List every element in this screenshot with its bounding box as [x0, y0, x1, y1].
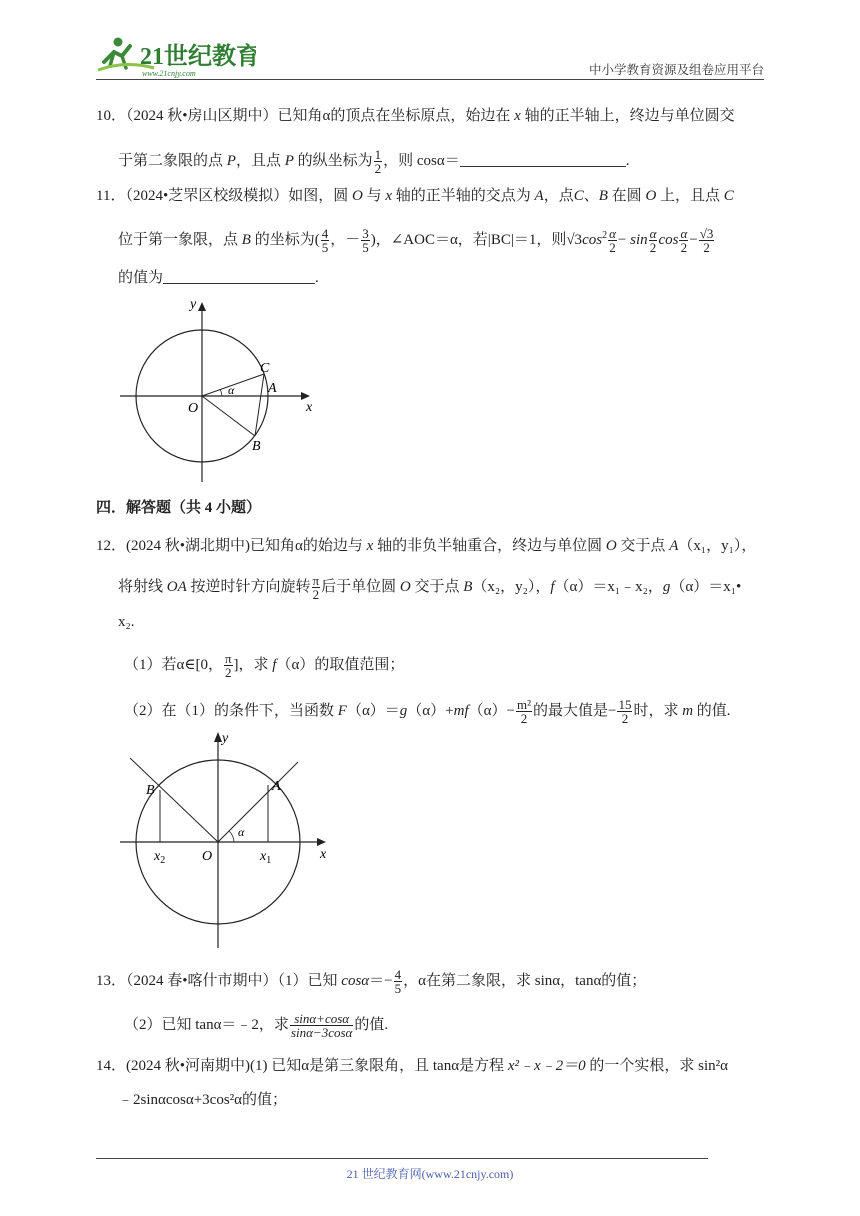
- q12-line1: 12．(2024 秋•湖北期中)已知角α的始边与 x 轴的非负半轴重合，终边与单位圆 O 交于点 A（x₁，y₁），: [96, 538, 757, 554]
- footer-divider: [96, 1158, 708, 1159]
- fig2-label-x2: $x_2$: [154, 849, 166, 866]
- figure-unit-circle-1: [110, 296, 330, 488]
- q12-part2: （2）在（1）的条件下，当函数 F（α）＝g（α）+mf（α）− $\frac{\text{m²}}{2}$ 的最大值是− $\frac{15}{2}$ 时，求 m 的值.: [124, 697, 731, 726]
- fig1-label-x: x: [306, 400, 313, 415]
- fig2-label-y: y: [222, 731, 229, 746]
- q11-line2: 位于第一象限，点 B 的坐标为( $\frac{4}{5}$ ，－ $\frac{3}{5}$ )，∠AOC＝α，若|BC|＝1，则$√3\cos^2$ $\frac{\alpha}{2}$ − sin $\frac{\alpha}{2}$ cos $\frac{\alpha}{2}$ − $\frac{√3}{2}$: [118, 226, 714, 256]
- fig2-label-x: x: [320, 847, 327, 862]
- q14-line2: ﹣2sinαcosα+3cos²α的值；: [118, 1092, 288, 1108]
- site-logo: [96, 34, 256, 78]
- q14-line1: 14．(2024 秋•河南期中)(1) 已知α是第三象限角，且 tanα是方程 x²﹣x﹣2＝0 的一个实根，求 sin²α: [96, 1058, 729, 1074]
- site-title: 中小学教育资源及组卷应用平台: [588, 62, 764, 77]
- fig1-label-c: C: [260, 361, 270, 376]
- q10-line2: 于第二象限的点 P，且点 P 的纵坐标为 $\frac{1}{2}$ ，则 cosα＝ .: [118, 147, 630, 176]
- fig2-label-o: O: [202, 849, 213, 864]
- q12-line3: x₂.: [118, 614, 135, 630]
- q13-part2: （2）已知 tanα＝﹣2，求 $\frac{\sin\alpha+\cos\alpha}{\sin\alpha-3\cos\alpha}$ 的值.: [124, 1011, 389, 1040]
- q11-line3: 的值为 .: [118, 270, 319, 286]
- q12-part1: （1）若α∈[0， $\frac{\pi}{2}$ ]，求 f（α）的取值范围；: [124, 651, 405, 680]
- fig1-label-o: O: [188, 401, 199, 416]
- fig1-label-a: A: [268, 381, 277, 396]
- q13-line1: 13．（2024 春•喀什市期中）（1）已知 cosα＝− $\frac{4}{5}$ ，α在第二象限，求 sinα，tanα的值；: [96, 967, 647, 996]
- fig2-label-b: B: [146, 783, 155, 798]
- fig2-label-x1: $x_1$: [260, 849, 272, 866]
- fig2-label-alpha: α: [238, 825, 245, 839]
- runner-logo-icon: [96, 34, 256, 78]
- logo-text: 21世纪教育: [140, 44, 256, 70]
- fig1-label-y: y: [190, 297, 197, 312]
- q11-answer-blank: [163, 269, 315, 284]
- fig1-label-alpha: α: [228, 383, 235, 397]
- logo-url: www.21cnjy.com: [142, 69, 196, 78]
- figure-unit-circle-2: [110, 728, 340, 952]
- q12-line2: 将射线 OA 按逆时针方向旋转 $\frac{\pi}{2}$ 后于单位圆 O 交于点 B（x₂，y₂），f（α）＝x₁﹣x₂，g（α）＝x₁•: [118, 573, 742, 602]
- q10-answer-blank: [460, 152, 626, 167]
- header-divider: [96, 79, 764, 80]
- q10-line1: 10．（2024 秋•房山区期中）已知角α的顶点在坐标原点，始边在 x 轴的正半轴上，终边与单位圆交: [96, 108, 735, 124]
- fig2-label-a: A: [272, 779, 281, 794]
- fig1-label-b: B: [252, 439, 261, 454]
- section-4-title: 四．解答题（共 4 小题）: [96, 500, 262, 516]
- q11-line1: 11．（2024•芝罘区校级模拟）如图，圆 O 与 x 轴的正半轴的交点为 A，点C、B 在圆 O 上，且点 C: [96, 188, 734, 204]
- footer-text[interactable]: 21 世纪教育网(www.21cnjy.com): [346, 1167, 514, 1181]
